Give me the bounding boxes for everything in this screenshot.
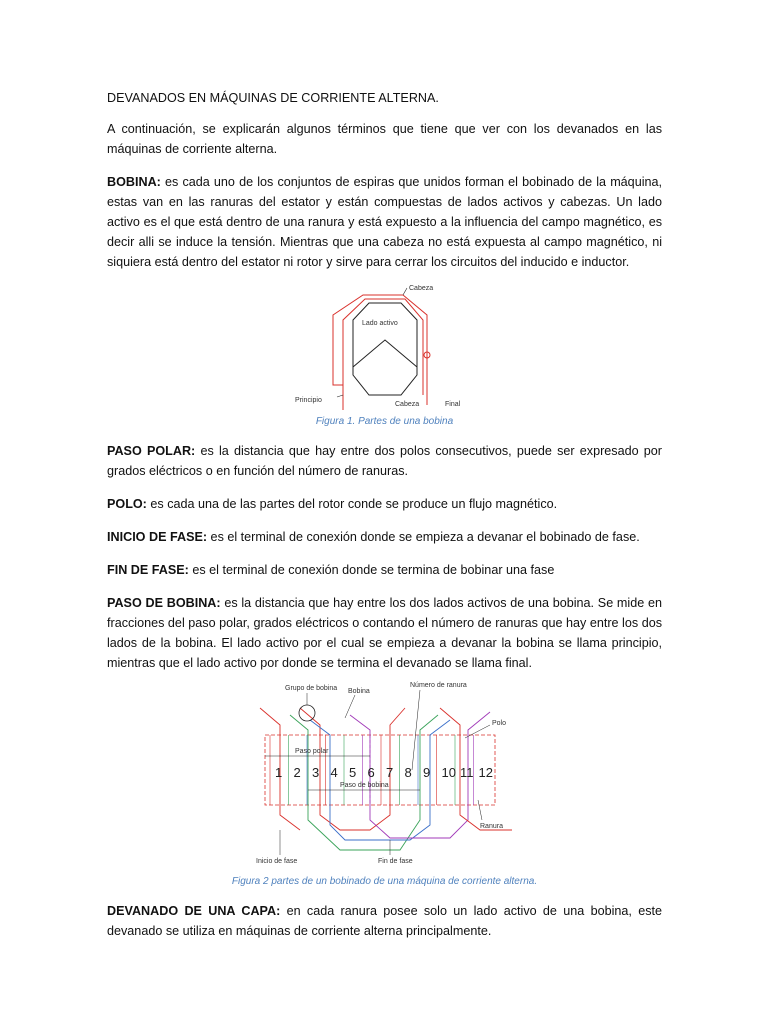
active-side-chevron bbox=[353, 340, 417, 367]
numero-ranura-leader bbox=[412, 690, 420, 770]
fig2-label-ranura: Ranura bbox=[479, 823, 503, 830]
figure-2-caption: Figura 2 partes de un bobinado de una máquina de corriente alterna. bbox=[231, 876, 538, 887]
slot-number: 6 bbox=[367, 765, 375, 780]
figure-1-caption: Figura 1. Partes de una bobina bbox=[315, 416, 454, 427]
fig2-label-bobina: Bobina bbox=[347, 688, 370, 695]
inicio-fase-paragraph bbox=[107, 527, 662, 547]
paso-bobina-text: es la distancia que hay entre los dos lados activos de una bobina. Se mide en fracciones del paso polar, grados eléctricos o contando el número de ranuras que hay entre los dos lados de la bobina. El lado activo por el cual se empieza a devanar la bobina se llama principio, mientras que el lado activo por donde se termina el devanado se llama final. bbox=[107, 596, 662, 670]
slot-number: 1 bbox=[274, 765, 282, 780]
fig1-label-cabeza-top: Cabeza bbox=[408, 285, 433, 292]
una-capa-paragraph bbox=[107, 901, 662, 941]
slot-number: 5 bbox=[348, 765, 356, 780]
fig2-label-fin-fase: Fin de fase bbox=[377, 858, 413, 865]
winding-diagram bbox=[250, 680, 520, 870]
slot-number: 3 bbox=[311, 765, 319, 780]
principio-leader bbox=[337, 395, 343, 397]
fig1-label-lado-activo: Lado activo bbox=[361, 320, 398, 327]
slot-number: 8 bbox=[404, 765, 412, 780]
fig2-label-grupo-bobina: Grupo de bobina bbox=[284, 685, 337, 692]
ranura-leader bbox=[478, 800, 482, 820]
slot-number: 11 bbox=[459, 765, 473, 780]
document-page bbox=[107, 88, 662, 954]
bobina-paragraph bbox=[107, 172, 662, 272]
fig2-label-numero-ranura: Número de ranura bbox=[409, 682, 467, 689]
fin-fase-paragraph bbox=[107, 560, 662, 580]
slot-number: 4 bbox=[330, 765, 338, 780]
bobina-term: BOBINA: bbox=[107, 175, 161, 189]
slot-number: 2 bbox=[293, 765, 301, 780]
slot-number: 9 bbox=[422, 765, 430, 780]
figure-1 bbox=[295, 285, 475, 410]
fig2-label-polo: Polo bbox=[491, 720, 506, 727]
paso-polar-paragraph bbox=[107, 441, 662, 481]
polo-term: POLO: bbox=[107, 497, 147, 511]
bobina-leader bbox=[345, 695, 355, 718]
polo-text: es cada una de las partes del rotor conde se produce un flujo magnético. bbox=[146, 497, 558, 511]
paso-bobina-term: PASO DE BOBINA: bbox=[107, 596, 221, 610]
polo-leader bbox=[465, 725, 490, 738]
slot-number: 7 bbox=[385, 765, 393, 780]
polo-paragraph bbox=[107, 494, 662, 514]
intro-paragraph: A continuación, se explicarán algunos términos que tiene que ver con los devanados en las máquinas de corriente alterna. bbox=[107, 122, 662, 156]
bobina-text: es cada uno de los conjuntos de espiras que unidos forman el bobinado de la máquina, estas van en las ranuras del estator y están compuestas de lados activos y cabezas. Un lado activo es el que está dentro de una ranura y está expuesto a la influencia del campo magnético, es decir alli se induce la tensión. Mientras que una cabeza no está expuesta al campo magnético, ni siquiera está dentro del estator ni rotor y sirve para cerrar los circuitos del inducido e inductor. bbox=[107, 175, 662, 269]
inicio-fase-term: INICIO DE FASE: bbox=[107, 530, 208, 544]
fig2-label-paso-bobina: Paso de bobina bbox=[339, 782, 389, 789]
fig1-label-cabeza-bottom: Cabeza bbox=[394, 401, 419, 408]
inicio-fase-text: es el terminal de conexión donde se empieza a devanar el bobinado de fase. bbox=[207, 530, 640, 544]
paso-polar-term: PASO POLAR: bbox=[107, 444, 196, 458]
fin-fase-text: es el terminal de conexión donde se termina de bobinar una fase bbox=[188, 563, 555, 577]
coil-outer-line bbox=[333, 295, 427, 410]
fig2-label-inicio-fase: Inicio de fase bbox=[255, 858, 297, 865]
una-capa-text: en cada ranura posee solo un lado activo de una bobina, este devanado se utiliza en máquinas de corriente alterna principalmente. bbox=[107, 904, 662, 938]
figure-2 bbox=[250, 680, 520, 870]
document-title: DEVANADOS EN MÁQUINAS DE CORRIENTE ALTERNA. bbox=[107, 91, 439, 105]
cabeza-top-leader bbox=[403, 288, 407, 295]
una-capa-term: DEVANADO DE UNA CAPA: bbox=[107, 904, 281, 918]
paso-polar-text: es la distancia que hay entre dos polos consecutivos, puede ser expresado por grados eléctricos o en función del número de ranuras. bbox=[107, 444, 662, 478]
fig1-label-principio: Principio bbox=[294, 397, 322, 404]
paso-bobina-paragraph bbox=[107, 593, 662, 673]
fig1-label-final: Final bbox=[444, 401, 460, 408]
fin-fase-term: FIN DE FASE: bbox=[107, 563, 189, 577]
fig2-label-paso-polar: Paso polar bbox=[294, 748, 328, 755]
slot-number: 12 bbox=[478, 765, 493, 780]
slot-number: 10 bbox=[441, 765, 456, 780]
coil-parts-diagram bbox=[295, 285, 475, 410]
coil-group-circle bbox=[299, 705, 315, 721]
coil-inner-hexagon bbox=[353, 303, 417, 395]
